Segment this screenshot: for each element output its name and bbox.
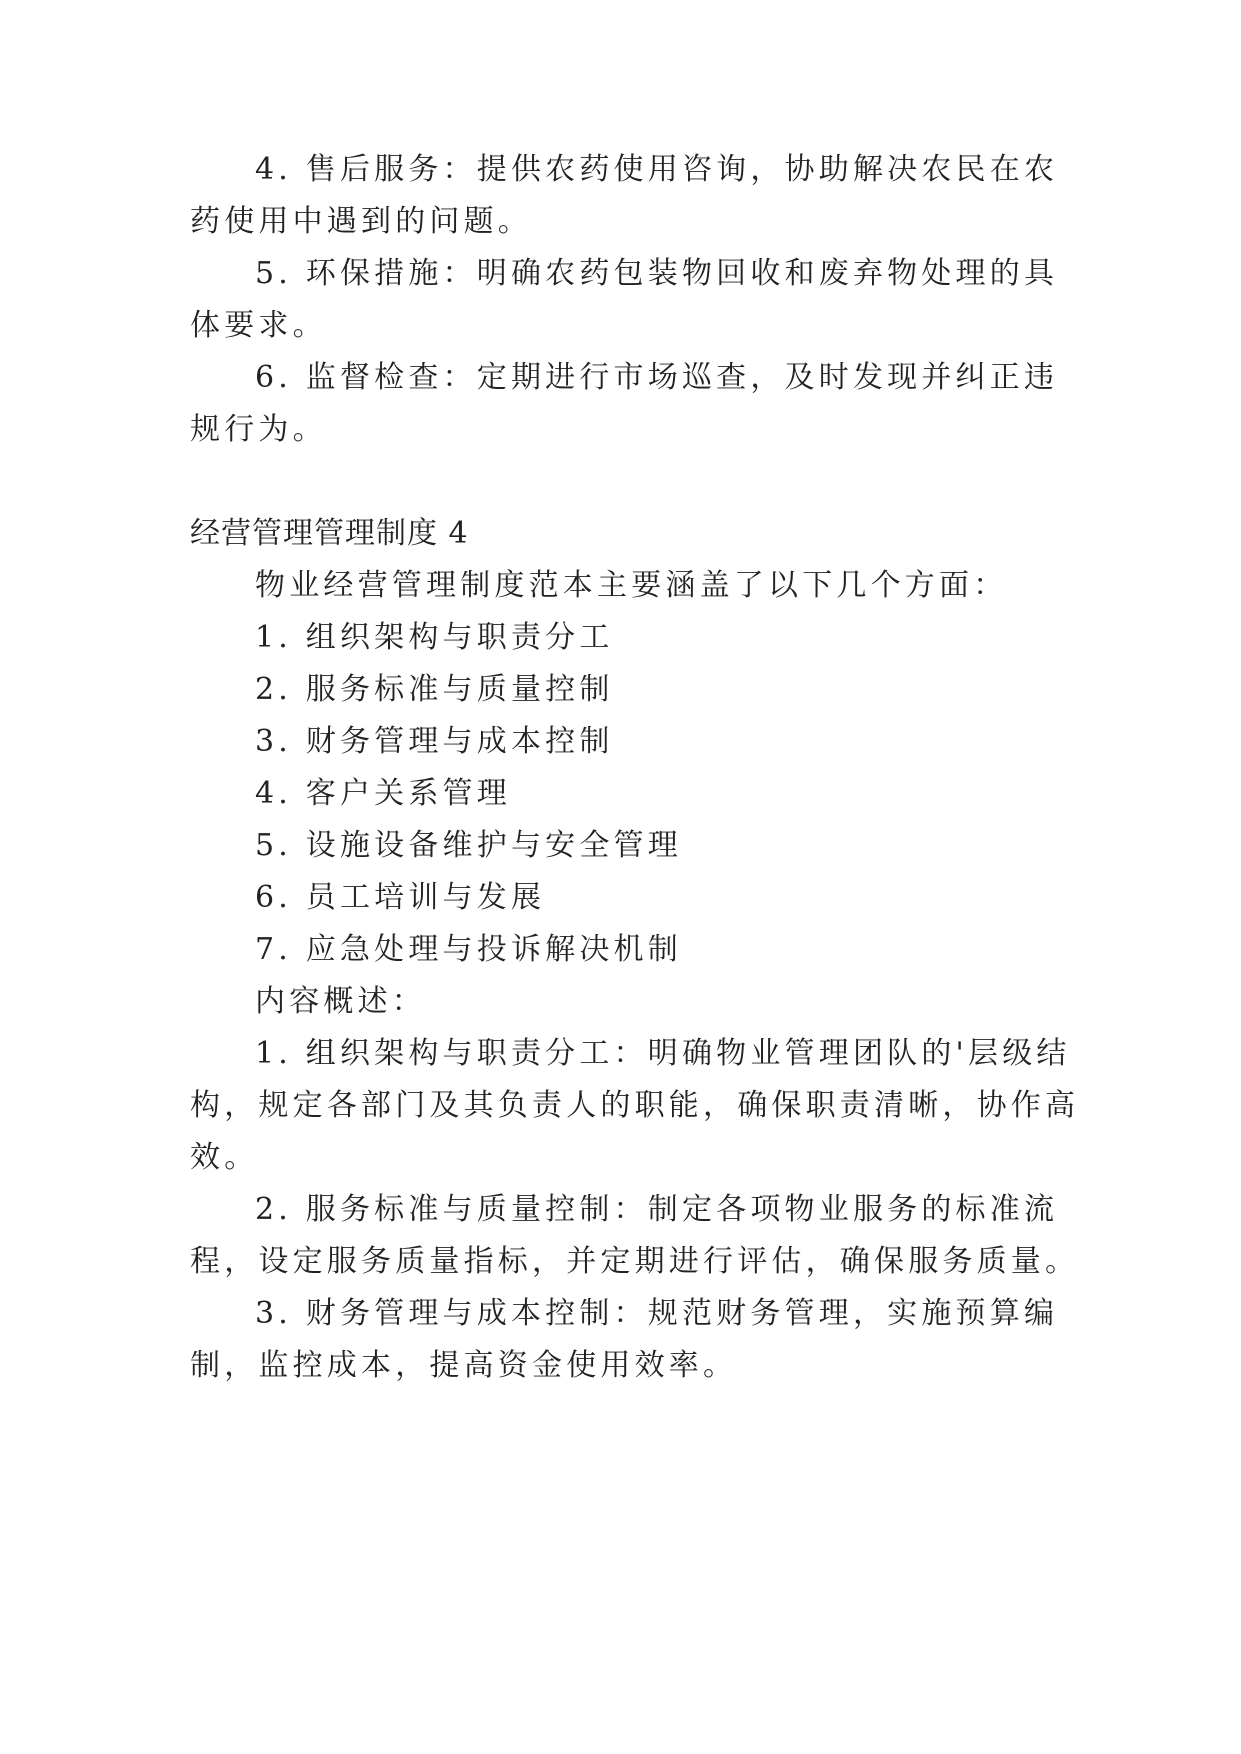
paragraph-continuation: 药使用中遇到的问题。 (190, 204, 532, 239)
paragraph-supervision-inspection: 6. 监督检查：定期进行市场巡查，及时发现并纠正违 (255, 360, 1059, 395)
list-item: 6. 员工培训与发展 (255, 880, 546, 915)
list-item: 7. 应急处理与投诉解决机制 (255, 932, 682, 967)
paragraph-continuation: 规行为。 (190, 412, 327, 447)
paragraph-environmental-measures: 5. 环保措施：明确农药包装物回收和废弃物处理的具 (255, 256, 1059, 291)
paragraph-organization: 1. 组织架构与职责分工：明确物业管理团队的'层级结 (255, 1036, 1071, 1071)
section-heading: 经营管理管理制度 4 (190, 516, 469, 551)
paragraph-after-sales-service: 4. 售后服务：提供农药使用咨询，协助解决农民在农 (255, 152, 1059, 187)
paragraph-service-standards: 2. 服务标准与质量控制：制定各项物业服务的标准流 (255, 1192, 1059, 1227)
paragraph-continuation: 制，监控成本，提高资金使用效率。 (190, 1348, 738, 1383)
list-item: 5. 设施设备维护与安全管理 (255, 828, 682, 863)
paragraph-continuation: 效。 (190, 1140, 259, 1175)
subheading-overview: 内容概述： (255, 984, 426, 1019)
paragraph-finance: 3. 财务管理与成本控制：规范财务管理，实施预算编 (255, 1296, 1059, 1331)
intro-paragraph: 物业经营管理制度范本主要涵盖了以下几个方面： (255, 568, 1008, 603)
list-item: 1. 组织架构与职责分工 (255, 620, 614, 655)
list-item: 4. 客户关系管理 (255, 776, 511, 811)
paragraph-continuation: 程，设定服务质量指标，并定期进行评估，确保服务质量。 (190, 1244, 1080, 1279)
list-item: 3. 财务管理与成本控制 (255, 724, 614, 759)
paragraph-continuation: 构，规定各部门及其负责人的职能，确保职责清晰，协作高 (190, 1088, 1080, 1123)
list-item: 2. 服务标准与质量控制 (255, 672, 614, 707)
paragraph-continuation: 体要求。 (190, 308, 327, 343)
